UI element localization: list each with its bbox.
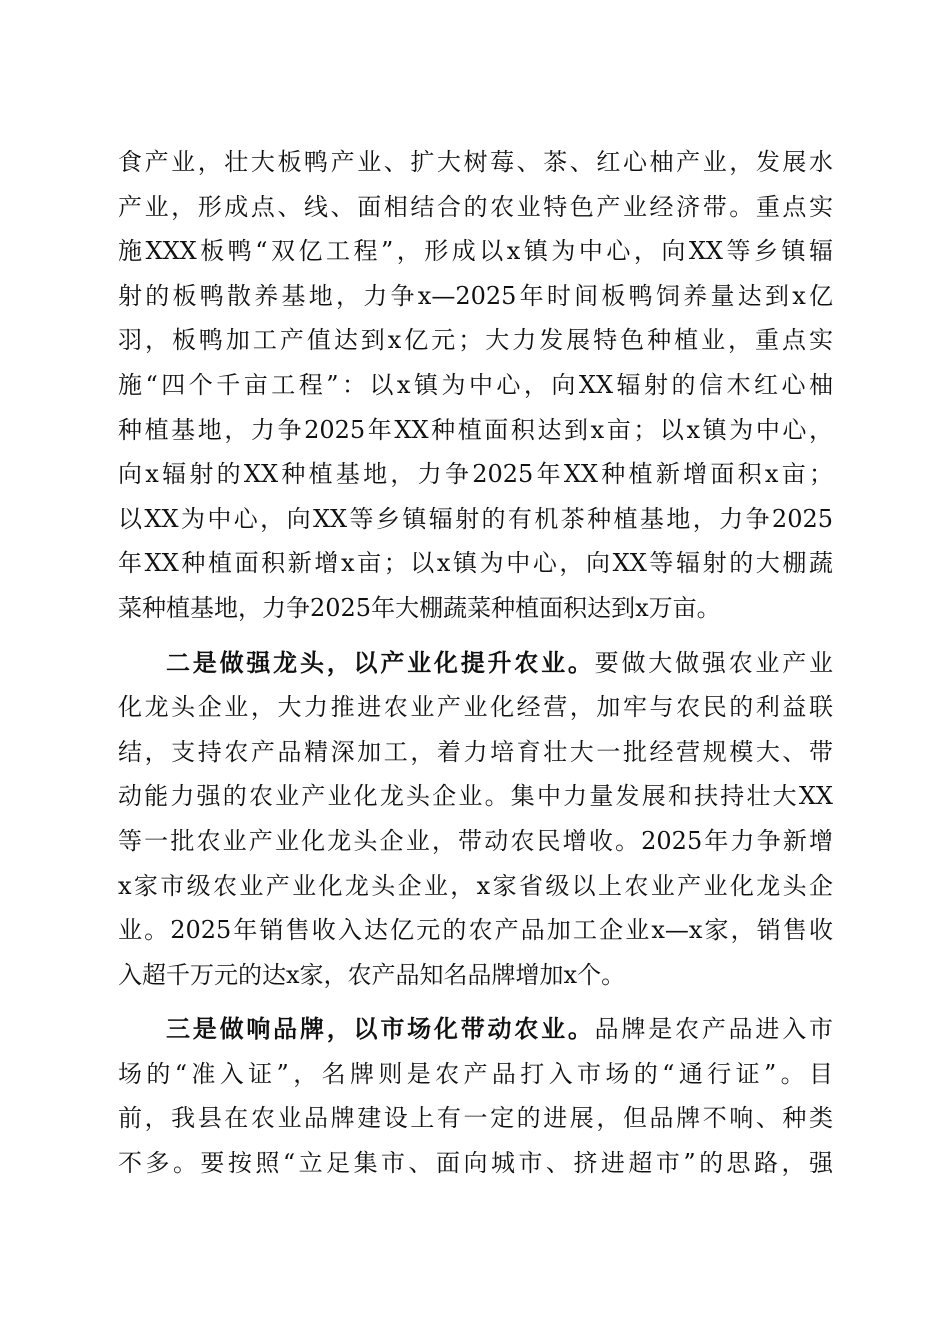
paragraph-heading: 二是做强龙头，以产业化提升农业。 (166, 647, 595, 677)
document-page (118, 140, 833, 1196)
text-line: 施“四个千亩工程”：以x镇为中心，向XX辐射的信木红心柚 (118, 370, 833, 399)
text-line: 施XXX板鸭“双亿工程”，形成以x镇为中心，向XX等乡镇辐 (118, 237, 833, 266)
heading-continuation: 品牌是农产品进入市 (594, 1015, 834, 1044)
text-line: 等一批农业产业化龙头企业，带动农民增收。2025年力争新增 (118, 826, 833, 855)
text-line: 不多。要按照“立足集市、面向城市、挤进超市”的思路，强 (118, 1149, 833, 1178)
text-line: 前，我县在农业品牌建设上有一定的进展，但品牌不响、种类 (118, 1104, 833, 1133)
text-line: 业。2025年销售收入达亿元的农产品加工企业x—x家，销售收 (118, 916, 833, 945)
text-line: 菜种植基地，力争2025年大棚蔬菜种植面积达到x万亩。 (118, 593, 721, 622)
text-line: 入超千万元的达x家，农产品知名品牌增加x个。 (118, 960, 626, 989)
heading-continuation: 要做大做强农业产业 (594, 648, 834, 677)
text-line (118, 641, 833, 686)
text-line (118, 1007, 833, 1052)
paragraph-1 (118, 140, 833, 631)
text-line: 向x辐射的XX种植基地，力争2025年XX种植新增面积x亩； (118, 460, 833, 489)
text-line: 食产业，壮大板鸭产业、扩大树莓、茶、红心柚产业，发展水 (118, 148, 833, 176)
text-line: 年XX种植面积新增x亩；以x镇为中心，向XX等辐射的大棚蔬 (118, 549, 833, 578)
text-line: 射的板鸭散养基地，力争x—2025年时间板鸭饲养量达到x亿 (118, 281, 833, 310)
text-line: 羽，板鸭加工产值达到x亿元；大力发展特色种植业，重点实 (118, 326, 833, 355)
paragraph-2 (118, 641, 833, 998)
paragraph-heading: 三是做响品牌，以市场化带动农业。 (166, 1014, 595, 1044)
text-line: 场的“准入证”，名牌则是农产品打入市场的“通行证”。目 (118, 1059, 833, 1088)
text-line: x家市级农业产业化龙头企业，x家省级以上农业产业化龙头企 (118, 871, 833, 900)
paragraph-3 (118, 1007, 833, 1185)
text-line: 结，支持农产品精深加工，着力培育壮大一批经营规模大、带 (118, 737, 833, 766)
text-line: 化龙头企业，大力推进农业产业化经营，加牢与农民的利益联 (118, 693, 833, 722)
text-line: 以XX为中心，向XX等乡镇辐射的有机茶种植基地，力争2025 (118, 504, 833, 533)
text-line: 种植基地，力争2025年XX种植面积达到x亩；以x镇为中心， (118, 415, 833, 444)
text-line: 动能力强的农业产业化龙头企业。集中力量发展和扶持壮大XX (118, 782, 833, 811)
text-line: 产业，形成点、线、面相结合的农业特色产业经济带。重点实 (118, 192, 833, 221)
